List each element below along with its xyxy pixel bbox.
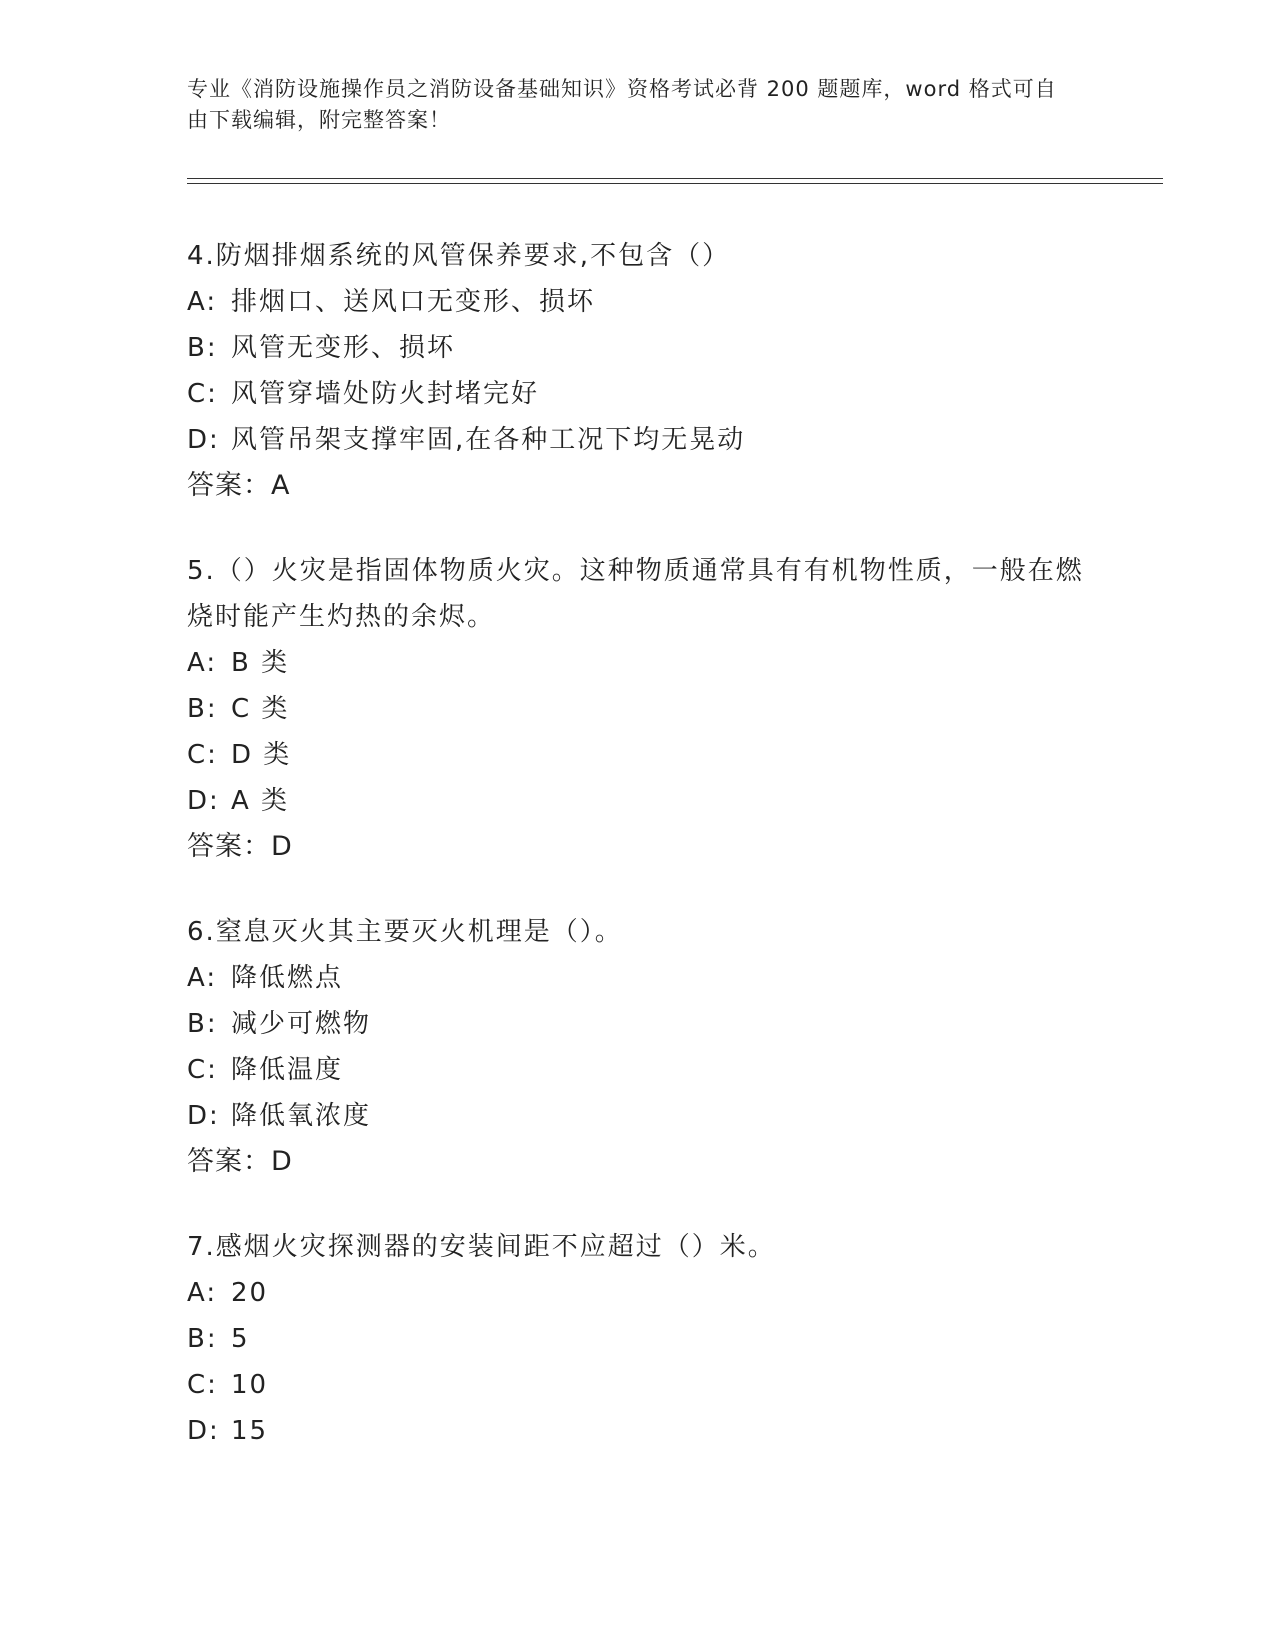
option-key: C: (187, 1055, 218, 1085)
option-text: 5 (231, 1324, 250, 1354)
question-7 (187, 1224, 1087, 1454)
option-b (187, 1001, 1087, 1047)
header-divider-bottom (187, 183, 1163, 184)
option-text: 15 (231, 1416, 269, 1446)
option-key: B: (187, 1324, 218, 1354)
question-stem: 4.防烟排烟系统的风管保养要求,不包含（） (187, 241, 731, 271)
option-d (187, 778, 1087, 824)
option-key: D: (187, 425, 220, 455)
option-text: 风管穿墙处防火封堵完好 (231, 379, 540, 409)
option-text: 10 (231, 1370, 269, 1400)
option-key: D: (187, 1101, 220, 1131)
option-key: B: (187, 1009, 218, 1039)
option-key: C: (187, 740, 218, 770)
option-text: 风管无变形、损坏 (231, 333, 456, 363)
document-title: 专业《消防设施操作员之消防设备基础知识》资格考试必背 200 题题库，word 格式可自由下载编辑，附完整答案！ (187, 77, 1057, 132)
option-text: D 类 (231, 740, 292, 770)
option-a (187, 1270, 1087, 1316)
option-a (187, 955, 1087, 1001)
option-b (187, 686, 1087, 732)
option-b (187, 1316, 1087, 1362)
question-5 (187, 548, 1087, 870)
option-a (187, 640, 1087, 686)
question-stem: 7.感烟火灾探测器的安装间距不应超过（）米。 (187, 1232, 776, 1262)
answer-label: 答案：D (187, 831, 293, 862)
option-text: 降低燃点 (231, 963, 344, 993)
option-key: B: (187, 694, 218, 724)
option-key: A: (187, 648, 218, 678)
option-text: 风管吊架支撑牢固,在各种工况下均无晃动 (231, 425, 746, 455)
option-text: 排烟口、送风口无变形、损坏 (231, 287, 596, 317)
option-text: 减少可燃物 (231, 1009, 372, 1039)
option-c (187, 1047, 1087, 1093)
option-key: D: (187, 1416, 220, 1446)
question-6 (187, 909, 1087, 1185)
header-divider-top (187, 178, 1163, 179)
option-key: A: (187, 1278, 218, 1308)
option-d (187, 1093, 1087, 1139)
option-key: C: (187, 379, 218, 409)
option-text: A 类 (231, 786, 290, 816)
option-c (187, 1362, 1087, 1408)
question-list (187, 233, 1087, 1493)
option-d (187, 417, 1087, 463)
option-key: A: (187, 963, 218, 993)
option-text: C 类 (231, 694, 290, 724)
option-key: D: (187, 786, 220, 816)
option-c (187, 371, 1087, 417)
question-4 (187, 233, 1087, 509)
option-a (187, 279, 1087, 325)
question-stem: 5.（）火灾是指固体物质火灾。这种物质通常具有有机物性质，一般在燃烧时能产生灼热的余烬。 (187, 556, 1084, 632)
option-text: 降低温度 (231, 1055, 344, 1085)
option-key: C: (187, 1370, 218, 1400)
option-key: A: (187, 287, 218, 317)
answer-label: 答案：A (187, 470, 291, 501)
question-stem: 6.窒息灭火其主要灭火机理是（）。 (187, 917, 623, 947)
answer-label: 答案：D (187, 1146, 293, 1177)
option-text: 20 (231, 1278, 269, 1308)
option-c (187, 732, 1087, 778)
option-text: B 类 (231, 648, 290, 678)
option-key: B: (187, 333, 218, 363)
option-b (187, 325, 1087, 371)
option-d (187, 1408, 1087, 1454)
option-text: 降低氧浓度 (231, 1101, 372, 1131)
